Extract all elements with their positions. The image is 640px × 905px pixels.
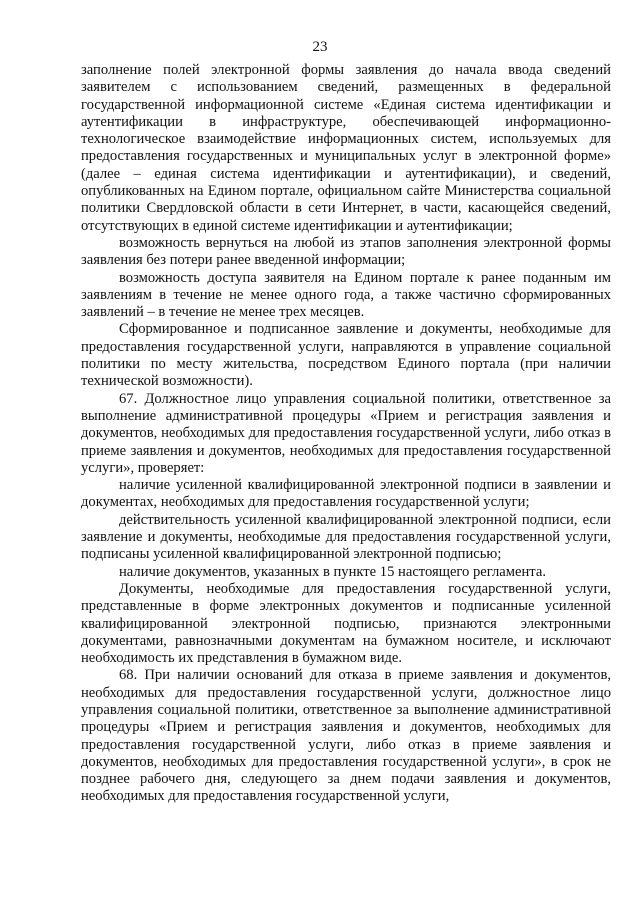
- paragraph: Сформированное и подписанное заявление и документы, необходимые для предоставления государственной услуги, направляются в управление социальной политики по месту жительства, посредством Единого портала (при наличии технической возможности).: [81, 321, 611, 390]
- paragraph: Документы, необходимые для предоставления государственной услуги, представленные в форме электронных документов и подписанные усиленной квалифицированной электронной подписью, признаются электронными документами, равнозначными документам на бумажном носителе, и исключают необходимость их представления в бумажном виде.: [81, 580, 611, 667]
- paragraph-continuation: заполнение полей электронной формы заявления до начала ввода сведений заявителем с использованием сведений, размещенных в федеральной государственной информационной системе «Единая система идентификации и аутентификации в инфраструктуре, обеспечивающей информационно-технологическое взаимодействие информационных систем, используемых для предоставления государственных и муниципальных услуг в электронной форме» (далее – единая система идентификации и аутентификации), и сведений, опубликованных на Едином портале, официальном сайте Министерства социальной политики Свердловской области в сети Интернет, в части, касающейся сведений, отсутствующих в единой системе идентификации и аутентификации;: [81, 62, 611, 234]
- paragraph: наличие документов, указанных в пункте 15 настоящего регламента.: [119, 563, 546, 580]
- paragraph: действительность усиленной квалифицированной электронной подписи, если заявление и документы, необходимые для предоставления государственной услуги, подписаны усиленной квалифицированной электронной подписью;: [81, 511, 611, 563]
- paragraph-item-68: 68. При наличии оснований для отказа в приеме заявления и документов, необходимых для предоставления государственной услуги, должностное лицо управления социальной политики, ответственное за выполнение административной процедуры «Прием и регистрация заявления и документов, необходимых для предоставления государственной услуги, либо отказ в приеме заявления и документов, необходимых для предоставления государственной услуги», в срок не позднее рабочего дня, следующего за днем подачи заявления и документов, необходимых для предоставления государственной услуги,: [81, 667, 611, 805]
- page-number: 23: [312, 39, 328, 55]
- paragraph: возможность вернуться на любой из этапов заполнения электронной формы заявления без потери ранее введенной информации;: [81, 234, 611, 269]
- paragraph: наличие усиленной квалифицированной электронной подписи в заявлении и документах, необходимых для предоставления государственной услуги;: [81, 477, 611, 511]
- document-body: [81, 62, 611, 806]
- paragraph: возможность доступа заявителя на Едином портале к ранее поданным им заявлениям в течение не менее одного года, а также частично сформированных заявлений – в течение не менее трех месяцев.: [81, 269, 611, 321]
- paragraph-item-67: 67. Должностное лицо управления социальной политики, ответственное за выполнение административной процедуры «Прием и регистрация заявления и документов, необходимых для предоставления государственной услуги, либо отказ в приеме заявления и документов, необходимых для предоставления государственной услуги», проверяет:: [81, 390, 611, 476]
